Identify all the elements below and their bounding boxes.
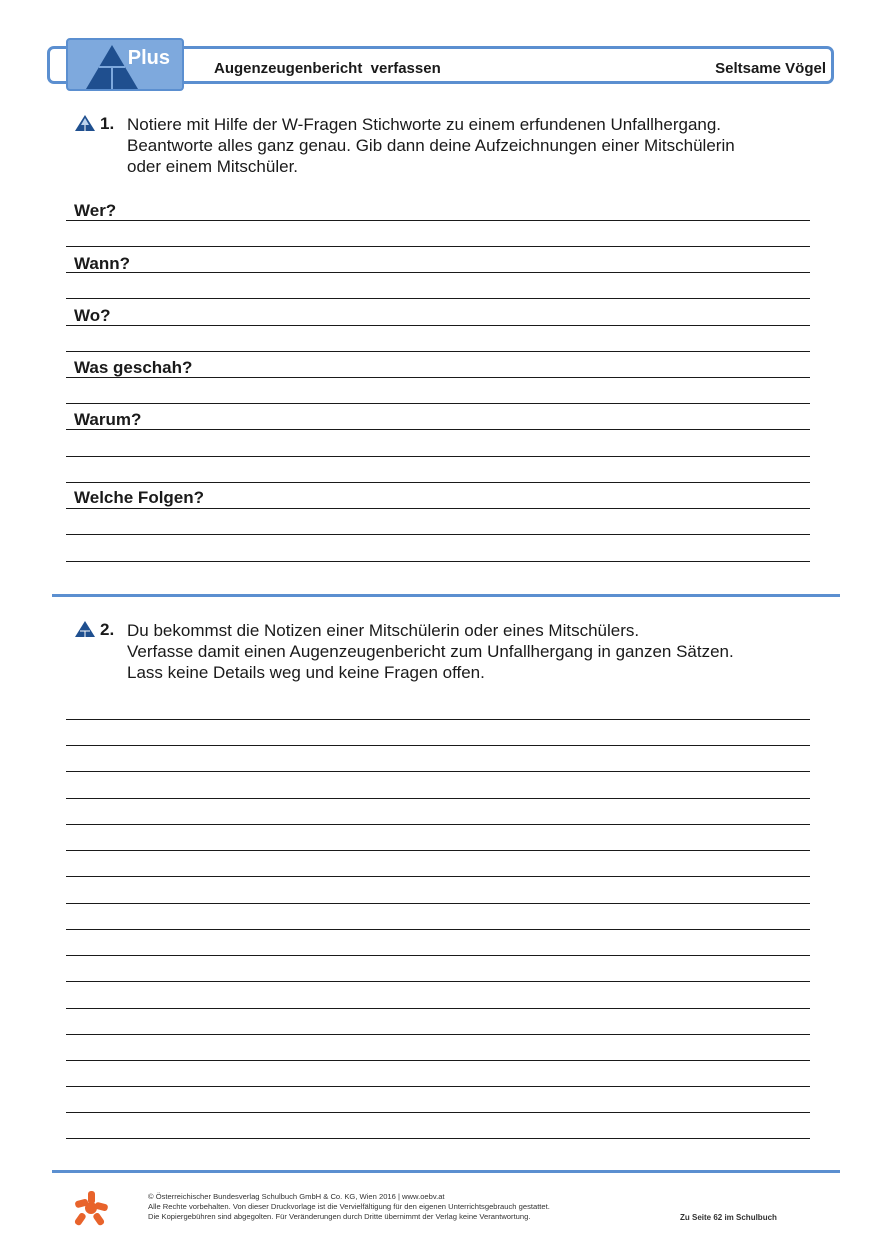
writing-line[interactable] — [66, 771, 810, 772]
instruction-line: Du bekommst die Notizen einer Mitschülerin oder eines Mitschülers. — [127, 621, 640, 640]
writing-line[interactable] — [66, 351, 810, 352]
writing-line[interactable] — [66, 508, 810, 509]
writing-line[interactable] — [66, 981, 810, 982]
writing-line[interactable] — [66, 1086, 810, 1087]
writing-line[interactable] — [66, 798, 810, 799]
writing-line[interactable] — [66, 220, 810, 221]
footer-divider — [52, 1170, 840, 1173]
writing-line[interactable] — [66, 1034, 810, 1035]
copyright-line: Die Kopiergebühren sind abgegolten. Für Veränderungen durch Dritte übernimmt der Verlag keine Verantwortung. — [148, 1212, 531, 1221]
writing-line[interactable] — [66, 534, 810, 535]
logo-text: Plus — [127, 47, 170, 69]
question-why: Warum? — [74, 410, 142, 429]
writing-line[interactable] — [66, 272, 810, 273]
writing-line[interactable] — [66, 403, 810, 404]
unit-title: Seltsame Vögel — [715, 60, 826, 77]
writing-line[interactable] — [66, 1138, 810, 1139]
writing-line[interactable] — [66, 824, 810, 825]
writing-line[interactable] — [66, 429, 810, 430]
writing-line[interactable] — [66, 876, 810, 877]
task-number: 1. — [100, 114, 115, 133]
writing-line[interactable] — [66, 298, 810, 299]
writing-line[interactable] — [66, 719, 810, 720]
question-where: Wo? — [74, 306, 111, 325]
writing-line[interactable] — [66, 903, 810, 904]
copyright-line: Alle Rechte vorbehalten. Von dieser Druckvorlage ist die Vervielfältigung für den eigenen Unterrichtsgebrauch gestattet. — [148, 1202, 550, 1211]
question-when: Wann? — [74, 254, 131, 273]
writing-line[interactable] — [66, 850, 810, 851]
writing-line[interactable] — [66, 561, 810, 562]
copyright-notice — [148, 1192, 550, 1222]
question-who: Wer? — [74, 201, 117, 220]
writing-line[interactable] — [66, 1008, 810, 1009]
writing-line[interactable] — [66, 955, 810, 956]
task-instructions — [127, 620, 734, 683]
writing-line[interactable] — [66, 456, 810, 457]
writing-line[interactable] — [66, 325, 810, 326]
instruction-line: Verfasse damit einen Augenzeugenbericht zum Unfallhergang in ganzen Sätzen. — [127, 642, 734, 661]
writing-line[interactable] — [66, 1060, 810, 1061]
writing-line[interactable] — [66, 246, 810, 247]
question-what: Was geschah? — [74, 358, 193, 377]
writing-line[interactable] — [66, 745, 810, 746]
level-triangle-icon — [74, 114, 96, 132]
oebv-star-icon — [73, 1190, 109, 1228]
copyright-line: © Österreichischer Bundesverlag Schulbuch GmbH & Co. KG, Wien 2016 | www.oebv.at — [148, 1192, 445, 1201]
instruction-line: Notiere mit Hilfe der W-Fragen Stichworte zu einem erfundenen Unfallhergang. — [127, 115, 722, 134]
page-reference: Zu Seite 62 im Schulbuch — [680, 1213, 777, 1222]
instruction-line: oder einem Mitschüler. — [127, 157, 299, 176]
task-instructions — [127, 114, 735, 177]
question-consequences: Welche Folgen? — [74, 488, 205, 507]
section-divider — [52, 594, 840, 597]
writing-line[interactable] — [66, 377, 810, 378]
instruction-line: Lass keine Details weg und keine Fragen offen. — [127, 663, 485, 682]
writing-line[interactable] — [66, 1112, 810, 1113]
task-number: 2. — [100, 620, 115, 639]
writing-line[interactable] — [66, 482, 810, 483]
instruction-line: Beantworte alles ganz genau. Gib dann deine Aufzeichnungen einer Mitschülerin — [127, 136, 735, 155]
page-title: Augenzeugenbericht verfassen — [214, 60, 441, 77]
plus-logo — [66, 38, 184, 91]
writing-line[interactable] — [66, 929, 810, 930]
level-triangle-icon — [74, 620, 96, 638]
